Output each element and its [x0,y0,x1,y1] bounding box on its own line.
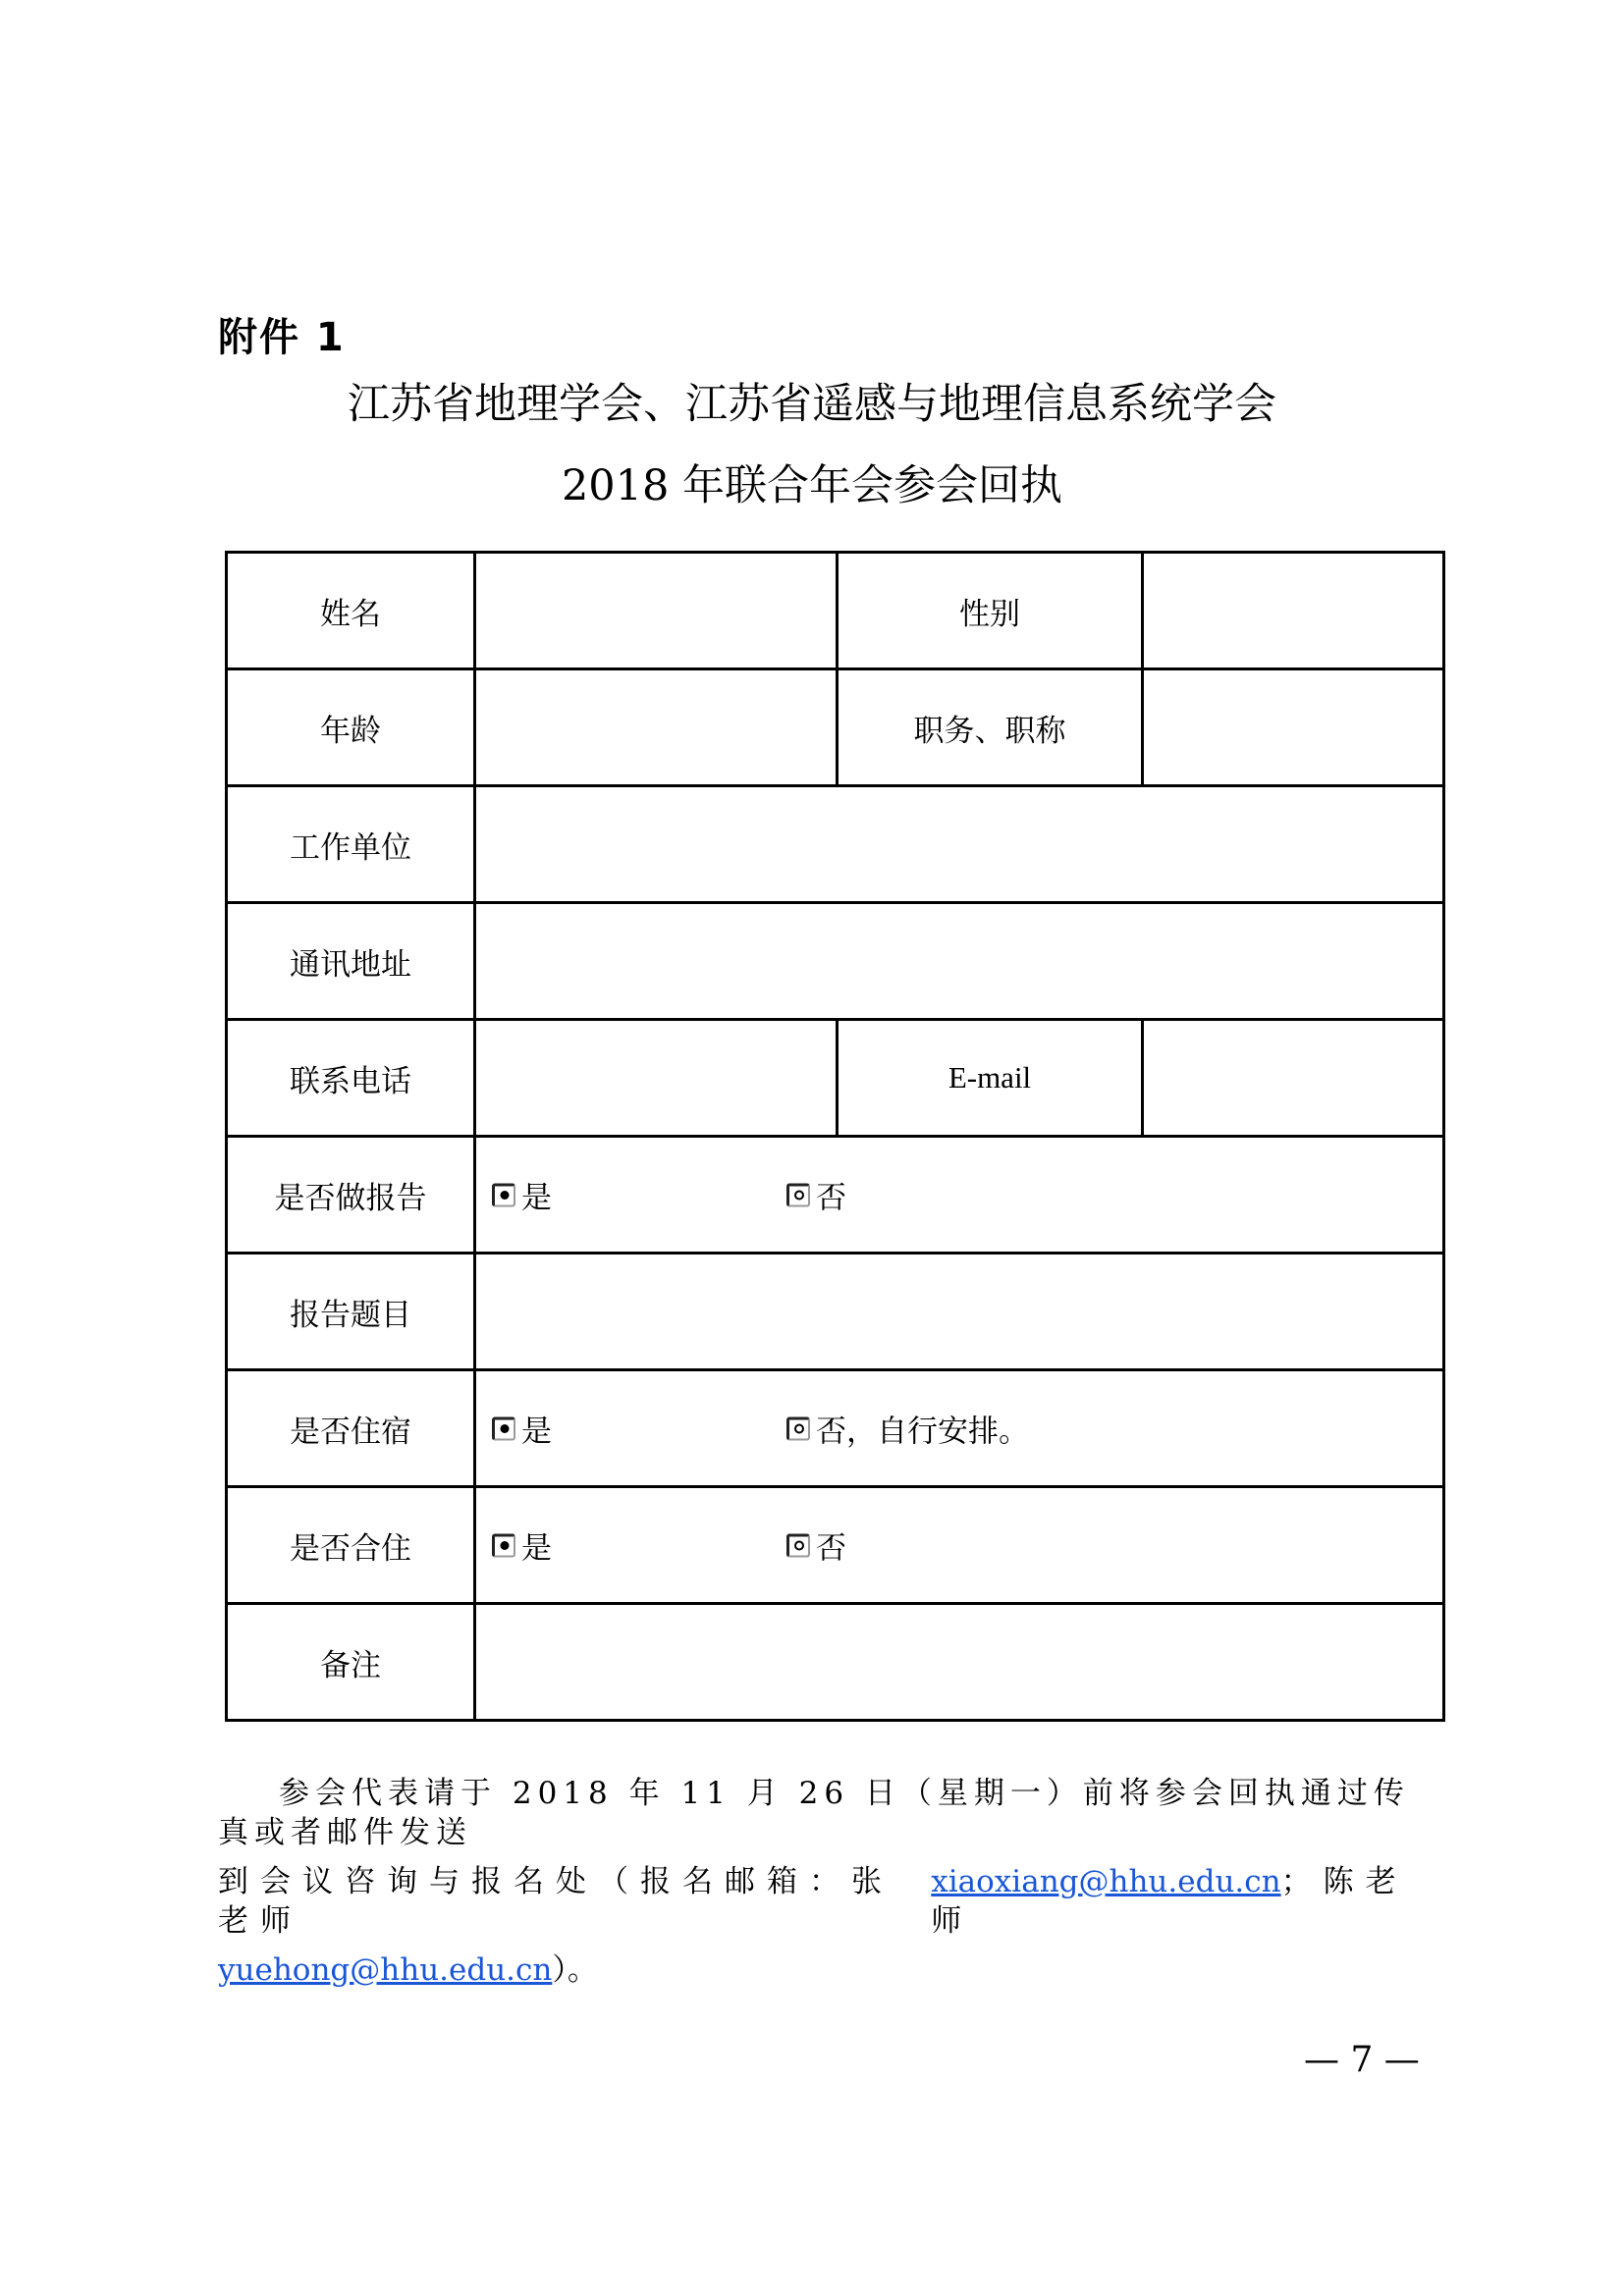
email-link-zhang[interactable]: xiaoxiang@hhu.edu.cn [931,1864,1281,1899]
form-row-share [227,1487,1444,1604]
name-field[interactable] [475,553,838,669]
page-number: — 7 — [1304,2040,1420,2080]
note-line-2-suffix: ；陈老师 [931,1864,1408,1939]
note-line-3 [218,1950,1418,1990]
form-row-report-title [227,1254,1444,1370]
position-field[interactable] [1143,669,1444,786]
form-row-address [227,903,1444,1020]
gender-label: 性别 [838,553,1143,669]
lodging-no-label: 否，自行安排。 [816,1414,1029,1450]
share-label: 是否合住 [227,1487,475,1604]
form-row-age [227,669,1444,786]
share-options [475,1487,1444,1604]
radio-icon[interactable] [492,1183,515,1206]
remarks-label: 备注 [227,1604,475,1721]
document-subtitle: 2018 年联合年会参会回执 [561,461,1063,510]
share-no-option[interactable] [786,1523,846,1568]
document-title: 江苏省地理学会、江苏省遥感与地理信息系统学会 [348,380,1276,429]
form-row-report [227,1137,1444,1254]
report-title-label: 报告题目 [227,1254,475,1370]
report-options [475,1137,1444,1254]
gender-field[interactable] [1143,553,1444,669]
report-label: 是否做报告 [227,1137,475,1254]
form-row-lodging [227,1370,1444,1487]
phone-field[interactable] [475,1020,838,1137]
form-row-employer [227,786,1444,903]
share-yes-option[interactable] [492,1523,552,1568]
lodging-label: 是否住宿 [227,1370,475,1487]
registration-form-table [225,551,1445,1722]
lodging-yes-option[interactable] [492,1407,552,1451]
lodging-yes-label: 是 [521,1414,552,1450]
employer-label: 工作单位 [227,786,475,903]
share-yes-label: 是 [521,1530,552,1567]
phone-label: 联系电话 [227,1020,475,1137]
email-link-chen[interactable]: yuehong@hhu.edu.cn [218,1952,553,1988]
share-no-label: 否 [816,1530,846,1567]
report-no-option[interactable] [786,1173,846,1217]
email-label: E-mail [838,1020,1143,1137]
radio-icon[interactable] [786,1533,810,1557]
report-yes-option[interactable] [492,1173,552,1217]
position-label: 职务、职称 [838,669,1143,786]
age-label: 年龄 [227,669,475,786]
attachment-label: 附件 1 [218,315,346,360]
report-no-label: 否 [816,1180,846,1216]
note-line-2-prefix: 到会议咨询与报名处（报名邮箱：张老师 [218,1864,893,1939]
lodging-options [475,1370,1444,1487]
radio-icon[interactable] [786,1416,810,1440]
age-field[interactable] [475,669,838,786]
report-yes-label: 是 [521,1180,552,1216]
note-line-3-suffix: ）。 [552,1952,598,1988]
email-field[interactable] [1143,1020,1444,1137]
report-title-field[interactable] [475,1254,1444,1370]
note-line-2-rest [931,1862,1418,1941]
form-row-contact [227,1020,1444,1137]
radio-icon[interactable] [492,1416,515,1440]
note-line-2 [218,1862,1418,1941]
form-row-remarks [227,1604,1444,1721]
address-label: 通讯地址 [227,903,475,1020]
radio-icon[interactable] [492,1533,515,1557]
form-row-name [227,553,1444,669]
radio-icon[interactable] [786,1183,810,1206]
note-line-1: 参会代表请于 2018 年 11 月 26 日（星期一）前将参会回执通过传真或者邮件发送 [218,1776,1410,1850]
address-field[interactable] [475,903,1444,1020]
remarks-field[interactable] [475,1604,1444,1721]
employer-field[interactable] [475,786,1444,903]
lodging-no-option[interactable] [786,1407,1029,1451]
name-label: 姓名 [227,553,475,669]
